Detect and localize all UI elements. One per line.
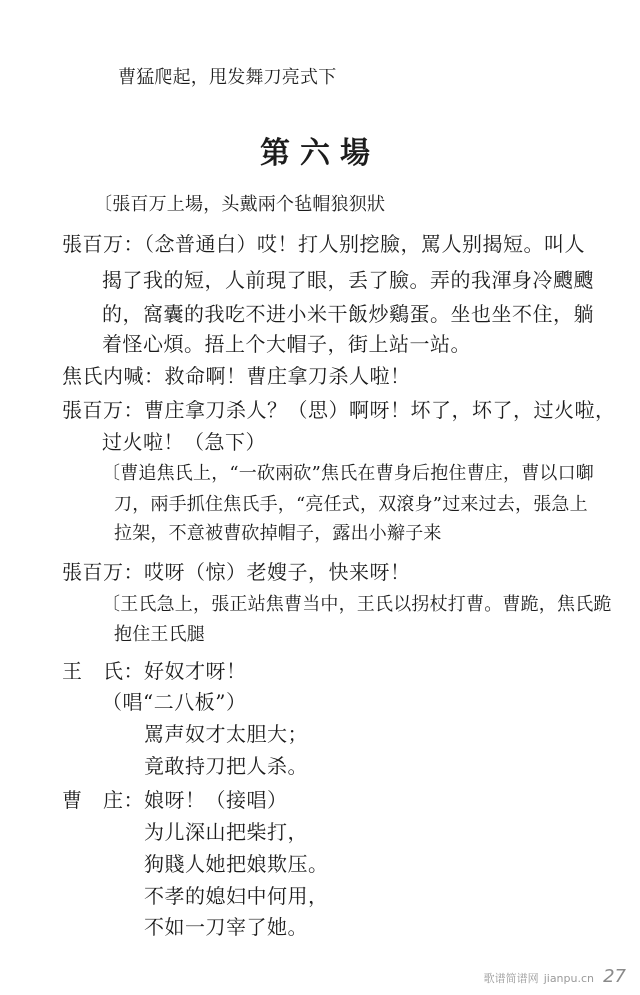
- stage-direction: 抱住王氏腿: [114, 624, 205, 645]
- dialogue-line: 揭了我的短，人前現了眼，丢了臉。弄的我渾身冷颼颼: [102, 268, 594, 292]
- stage-direction: 拉架，不意被曹砍掉帽子，露出小辮子来: [114, 523, 442, 544]
- page-footer: [484, 966, 626, 987]
- verse-line: 狗賤人她把娘欺压。: [144, 852, 329, 876]
- stage-direction: 曹猛爬起，甩发舞刀亮式下: [118, 67, 337, 88]
- stage-direction: 〔張百万上場，头戴兩个毡帽狼狈狀: [94, 194, 386, 215]
- stage-direction: 刀，兩手抓住焦氏手，“亮任式，双滾身”过来过去，張急上: [114, 494, 588, 515]
- verse-line: 竟敢持刀把人杀。: [144, 754, 308, 778]
- dialogue-line: 張百万：曹庄拿刀杀人？（思）啊呀！坏了，坏了，过火啦，: [62, 398, 616, 422]
- verse-line: 为儿深山把柴打，: [144, 820, 308, 844]
- stage-direction: 〔王氏急上，張正站焦曹当中，王氏以拐杖打曹。曹跪，焦氏跪: [102, 594, 612, 615]
- page-number: 27: [603, 966, 626, 987]
- dialogue-line: （唱“二八板”）: [102, 690, 247, 714]
- dialogue-line: 張百万：哎呀（惊）老嫂子，快来呀！: [62, 560, 411, 584]
- dialogue-line: 过火啦！（急下）: [102, 430, 266, 454]
- verse-line: 罵声奴才太胆大；: [144, 722, 308, 746]
- verse-line: 不孝的媳妇中何用，: [144, 884, 329, 908]
- dialogue-line: 着怪心煩。捂上个大帽子，街上站一站。: [102, 332, 471, 356]
- verse-line: 不如一刀宰了她。: [144, 915, 308, 939]
- dialogue-line: 曹 庄：娘呀！（接唱）: [62, 788, 288, 812]
- dialogue-line: 的，窩囊的我吃不进小米干飯炒鷄蛋。坐也坐不住，躺: [102, 302, 594, 326]
- stage-direction: 〔曹追焦氏上，“一砍兩砍”焦氏在曹身后抱住曹庄，曹以口啣: [102, 463, 595, 484]
- watermark-text: 歌谱简谱网: [483, 972, 539, 985]
- dialogue-line: 張百万：（念普通白）哎！打人别挖臉，罵人别揭短。叫人: [62, 232, 585, 256]
- dialogue-line: 王 氏：好奴才呀！: [62, 659, 247, 683]
- watermark-site: jianpu.cn: [543, 972, 594, 985]
- scene-title: 第六場: [260, 136, 380, 171]
- dialogue-line: 焦氏内喊：救命啊！曹庄拿刀杀人啦！: [62, 364, 411, 388]
